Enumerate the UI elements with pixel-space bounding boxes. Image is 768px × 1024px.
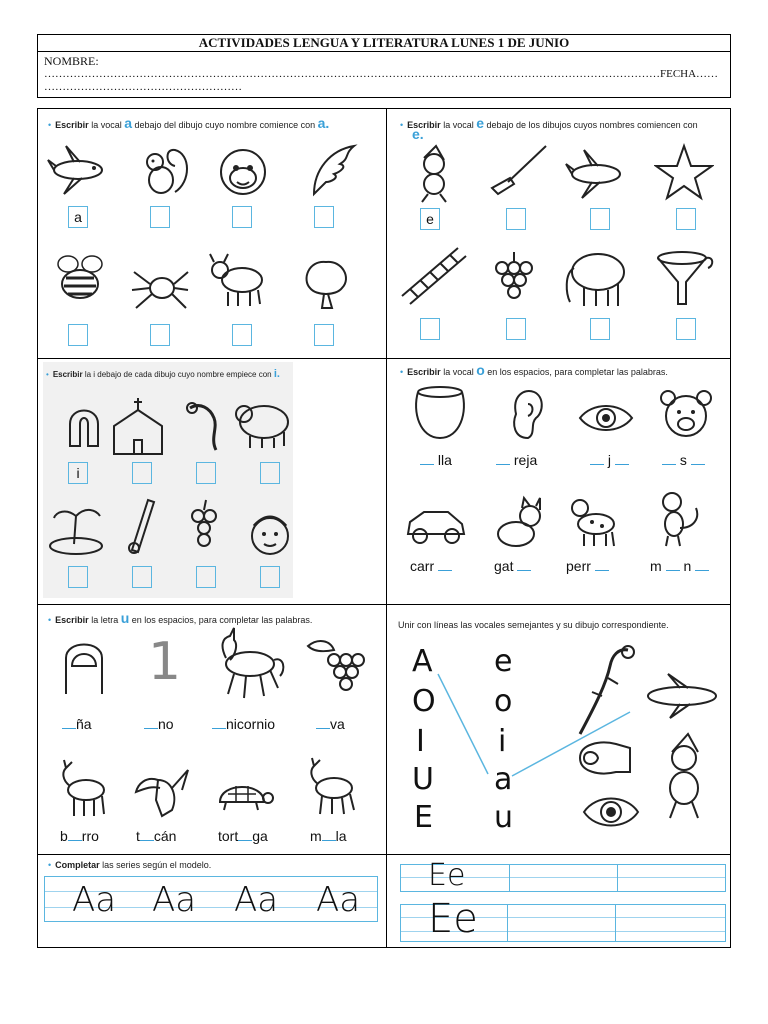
blank-o-9[interactable] [595, 558, 609, 571]
instruction-vowel-u: • Escribir la letra u en los espacios, para completar las palabras. [48, 610, 313, 626]
blank-o-10[interactable] [666, 558, 680, 571]
answer-box-bear[interactable] [260, 462, 280, 484]
word-tortuga: tort ga [218, 828, 268, 844]
blank-o-1[interactable] [420, 452, 434, 465]
answer-box-airplane-e[interactable] [590, 208, 610, 230]
word-perro: perr [566, 558, 609, 574]
instruction-series: • Completar las series según el modelo. [48, 860, 212, 870]
island-icon [46, 500, 106, 560]
word-uva: va [316, 716, 345, 732]
blank-o-7[interactable] [438, 558, 452, 571]
bear-face-icon [656, 384, 716, 444]
word-oreja: reja [496, 452, 537, 468]
instruction-match: Unir con líneas las vocales semejantes y su dibujo correspondiente. [398, 620, 669, 630]
match-line-A-a [438, 674, 488, 774]
answer-box-tree[interactable] [314, 324, 334, 346]
blank-u-2[interactable] [144, 716, 158, 729]
answer-box-magnet[interactable]: i [68, 462, 88, 484]
blank-o-6[interactable] [691, 452, 705, 465]
monkey-icon [213, 142, 273, 202]
blank-u-6[interactable] [140, 828, 154, 841]
row-divider-1 [37, 358, 731, 359]
donkey-icon [52, 758, 112, 818]
word-burro: b rro [60, 828, 99, 844]
eye-icon [576, 388, 636, 448]
answer-box-squirrel[interactable] [150, 206, 170, 228]
ladder-icon [398, 244, 470, 308]
grapes-icon [480, 248, 540, 308]
answer-box-ladder[interactable] [420, 318, 440, 340]
instruction-vowel-e-cont: e. [412, 126, 424, 142]
name-date-line: ……………………………………………………………………………………………………………………………………………………FECHA…… [44, 68, 719, 80]
blank-u-7[interactable] [238, 828, 252, 841]
fingernail-icon [54, 636, 114, 696]
answer-box-airplane[interactable]: a [68, 206, 88, 228]
left-vowel-A[interactable]: A [412, 644, 433, 679]
dwarf-icon [404, 144, 464, 204]
wing-icon [300, 140, 360, 200]
right-vowel-u[interactable]: u [494, 800, 514, 835]
answer-box-spider[interactable] [150, 324, 170, 346]
bee-icon [50, 248, 110, 308]
finger-icon [576, 738, 632, 778]
answer-box-iguana[interactable] [196, 462, 216, 484]
answer-box-star[interactable] [676, 208, 696, 230]
magnet-icon [50, 396, 110, 456]
answer-box-grapes[interactable] [506, 318, 526, 340]
toucan-icon [132, 760, 192, 820]
number-one-icon: 1 [148, 632, 182, 692]
word-gato: gat [494, 558, 531, 574]
left-vowel-O[interactable]: O [412, 684, 436, 719]
page-title: ACTIVIDADES LENGUA Y LITERATURA LUNES 1 DE JUNIO [38, 35, 730, 52]
right-vowel-a[interactable]: a [494, 762, 513, 797]
star-icon [654, 142, 714, 202]
blank-u-8[interactable] [322, 828, 336, 841]
blank-o-4[interactable] [615, 452, 629, 465]
spider-icon [130, 258, 190, 318]
answer-box-elephant[interactable] [590, 318, 610, 340]
instruction-vowel-i: • Escribir la i debajo de cada dibujo cuyo nombre empiece con i. [46, 368, 280, 380]
blank-o-3[interactable] [590, 452, 604, 465]
answer-box-island[interactable] [68, 566, 88, 588]
word-ojo: j [590, 452, 629, 468]
answer-box-funnel[interactable] [676, 318, 696, 340]
mule-icon [300, 756, 360, 816]
word-oso: s [662, 452, 705, 468]
elephant-icon [560, 244, 630, 310]
airplane-icon [46, 140, 106, 200]
unicorn-icon [204, 626, 288, 702]
answer-box-grapes-i[interactable] [196, 566, 216, 588]
funnel-icon [654, 246, 714, 306]
instruction-vowel-a: • Escribir la vocal a debajo del dibujo cuyo nombre comience con a. [48, 115, 330, 131]
car-icon [404, 500, 468, 550]
answer-box-dwarf[interactable]: e [420, 208, 440, 230]
left-vowel-I[interactable]: I [416, 724, 425, 759]
word-uno: no [144, 716, 174, 732]
grapes-icon [304, 636, 370, 696]
squirrel-icon [135, 142, 195, 202]
series-model-3: Aa [234, 880, 279, 920]
blank-u-5[interactable] [68, 828, 82, 841]
answer-box-child[interactable] [260, 566, 280, 588]
blank-o-8[interactable] [517, 558, 531, 571]
name-label: NOMBRE: [44, 54, 99, 68]
ee-model-2: Ee [428, 896, 478, 942]
worksheet-header [37, 34, 731, 98]
series-model-2: Aa [152, 880, 197, 920]
iguana-icon [180, 394, 240, 454]
answer-box-church[interactable] [132, 462, 152, 484]
eye-icon [580, 790, 642, 834]
monkey-icon [650, 488, 710, 548]
blank-o-5[interactable] [662, 452, 676, 465]
answer-box-bee[interactable] [68, 324, 88, 346]
word-carro: carr [410, 558, 452, 574]
answer-box-wing[interactable] [314, 206, 334, 228]
pot-icon [410, 382, 470, 442]
right-vowel-o[interactable]: o [494, 684, 513, 719]
word-una: ña [62, 716, 92, 732]
series-model-4: Aa [316, 880, 361, 920]
series-model-1: Aa [72, 880, 117, 920]
answer-box-pin[interactable] [132, 566, 152, 588]
child-icon [240, 508, 300, 568]
church-icon [108, 396, 168, 456]
blank-o-2[interactable] [496, 452, 510, 465]
dog-icon [566, 490, 626, 550]
airplane-icon [564, 144, 624, 204]
bear-icon [232, 390, 292, 450]
row-divider-2 [37, 604, 731, 605]
dwarf-icon [654, 732, 714, 820]
blank-u-3[interactable] [212, 716, 226, 729]
ee-model-1: Ee [428, 858, 466, 893]
cat-icon [486, 494, 546, 554]
word-mono: m n [650, 558, 709, 574]
blank-u-1[interactable] [62, 716, 76, 729]
blank-u-4[interactable] [316, 716, 330, 729]
tree-icon [296, 250, 356, 310]
instruction-vowel-o: • Escribir la vocal o en los espacios, para completar las palabras. [400, 362, 668, 378]
ear-icon [494, 384, 554, 444]
grapes-icon [176, 496, 236, 556]
bull-icon [208, 250, 268, 310]
right-vowel-i[interactable]: i [498, 724, 507, 759]
right-vowel-e[interactable]: e [494, 644, 513, 679]
word-tucan: t cán [136, 828, 177, 844]
word-unicornio: nicornio [212, 716, 275, 732]
name-dots-line: ……………………………………………… [44, 81, 242, 93]
left-vowel-E[interactable]: E [414, 800, 433, 835]
broom-icon [488, 142, 548, 202]
answer-box-bull[interactable] [232, 324, 252, 346]
left-vowel-U[interactable]: U [412, 762, 434, 797]
word-olla: lla [420, 452, 452, 468]
word-mula: m la [310, 828, 347, 844]
answer-box-monkey[interactable] [232, 206, 252, 228]
answer-box-broom[interactable] [506, 208, 526, 230]
instruction-vowel-e: • Escribir la vocal e debajo de los dibujos cuyos nombres comiencen con [400, 115, 698, 131]
row-divider-3 [37, 854, 731, 855]
blank-o-11[interactable] [695, 558, 709, 571]
airplane-icon [640, 672, 724, 720]
iguana-icon [572, 644, 636, 744]
pin-icon [112, 496, 172, 556]
turtle-icon [214, 764, 274, 824]
